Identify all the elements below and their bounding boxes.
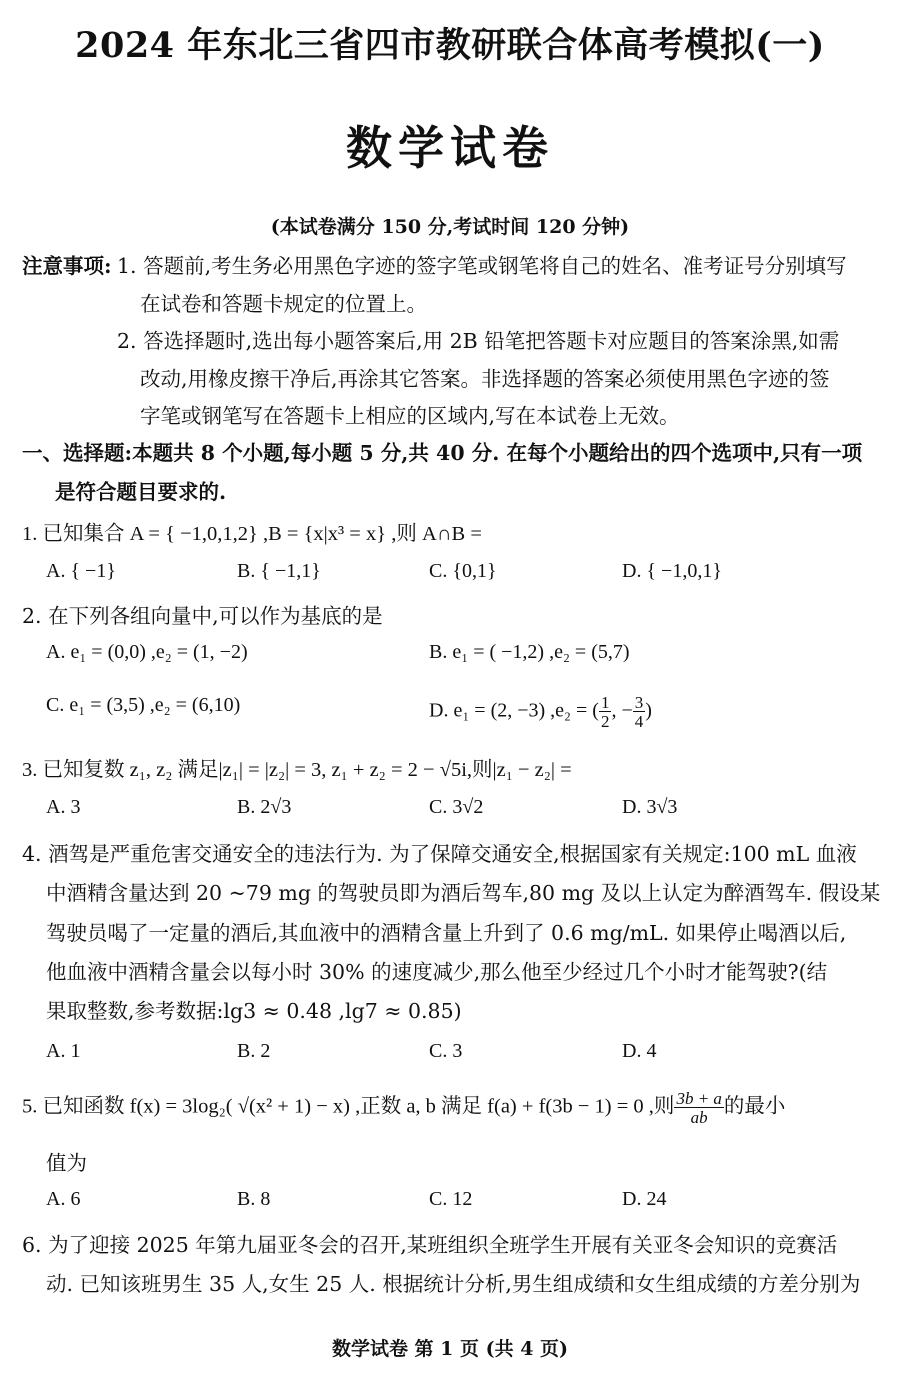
q1-option-a: A. { −1} [46, 560, 116, 582]
section-1-heading: 一、选择题:本题共 8 个小题,每小题 5 分,共 40 分. 在每个小题给出的四个选项中,只有一项 [22, 441, 863, 465]
q5-stem: 5. 已知函数 f(x) = 3log₂( √(x² + 1) − x) ,正数 a, b 满足 f(a) + f(3b − 1) = 0 ,则 $\frac{3b + a}{ab}$ 的最小 [22, 1089, 786, 1127]
q4-line-5: 果取整数,参考数据:lg3 ≈ 0.48 ,lg7 ≈ 0.85) [46, 999, 462, 1023]
q4-line-1: 4. 酒驾是严重危害交通安全的违法行为. 为了保障交通安全,根据国家有关规定:100 mL 血液 [22, 842, 857, 866]
note-1-line-1: 1. 答题前,考生务必用黑色字迹的签字笔或钢笔将自己的姓名、准考证号分别填写 [117, 254, 847, 278]
subject-title: 数学试卷 [346, 121, 554, 175]
exam-info: (本试卷满分 150 分,考试时间 120 分钟) [270, 216, 630, 238]
note-2-line-3: 字笔或钢笔写在答题卡上相应的区域内,写在本试卷上无效。 [140, 404, 680, 428]
q1-option-c: C. {0,1} [429, 560, 497, 582]
q2-option-c: C. e₁ = (3,5) ,e₂ = (6,10) [46, 694, 241, 716]
note-1-line-2: 在试卷和答题卡规定的位置上。 [140, 292, 427, 316]
q3-option-d: D. 3√3 [622, 796, 678, 818]
q4-line-2: 中酒精含量达到 20 ~79 mg 的驾驶员即为酒后驾车,80 mg 及以上认定为醉酒驾车. 假设某 [46, 881, 881, 905]
q2-option-a: A. e₁ = (0,0) ,e₂ = (1, −2) [46, 641, 248, 663]
note-2-line-1: 2. 答选择题时,选出每小题答案后,用 2B 铅笔把答题卡对应题目的答案涂黑,如需 [117, 329, 840, 353]
q1-stem: 1. 已知集合 A = { −1,0,1,2} ,B = {x|x³ = x} ,则 A∩B = [22, 523, 482, 545]
q4-option-a: A. 1 [46, 1040, 81, 1062]
q4-option-b: B. 2 [237, 1040, 271, 1062]
q1-option-d: D. { −1,0,1} [622, 560, 722, 582]
page-footer: 数学试卷 第 1 页 (共 4 页) [331, 1338, 569, 1360]
q4-line-4: 他血液中酒精含量会以每小时 30% 的速度减少,那么他至少经过几个小时才能驾驶?(结 [46, 960, 828, 984]
q4-line-3: 驾驶员喝了一定量的酒后,其血液中的酒精含量上升到了 0.6 mg/mL. 如果停止喝酒以后, [46, 921, 847, 945]
q5-option-d: D. 24 [622, 1188, 667, 1210]
q6-line-1: 6. 为了迎接 2025 年第九届亚冬会的召开,某班组织全班学生开展有关亚冬会知识的竞赛活 [22, 1233, 838, 1257]
q5-option-c: C. 12 [429, 1188, 473, 1210]
q3-stem: 3. 已知复数 z₁, z₂ 满足|z₁| = |z₂| = 3, z₁ + z₂ = 2 − √5i,则|z₁ − z₂| = [22, 759, 572, 781]
q3-option-a: A. 3 [46, 796, 81, 818]
q4-option-d: D. 4 [622, 1040, 657, 1062]
notes-label: 注意事项: [22, 254, 112, 278]
q2-option-b: B. e₁ = ( −1,2) ,e₂ = (5,7) [429, 641, 630, 663]
q1-option-b: B. { −1,1} [237, 560, 321, 582]
q2-d-frac-2: $\frac{3}{4}$ [634, 693, 644, 731]
q5-option-a: A. 6 [46, 1188, 81, 1210]
q2-option-d: D. e₁ = (2, −3) ,e₂ = ( $\frac{1}{2}$ , − $\frac{3}{4}$ ) [429, 693, 652, 731]
q5-option-b: B. 8 [237, 1188, 271, 1210]
note-2-line-2: 改动,用橡皮擦干净后,再涂其它答案。非选择题的答案必须使用黑色字迹的签 [140, 367, 830, 391]
q2-d-frac-1: $\frac{1}{2}$ [600, 693, 610, 731]
exam-title: 2024 年东北三省四市教研联合体高考模拟(一) [75, 25, 825, 66]
q2-stem: 2. 在下列各组向量中,可以作为基底的是 [22, 604, 383, 628]
q5-line-2: 值为 [46, 1151, 87, 1175]
section-1-heading-cont: 是符合题目要求的. [55, 480, 227, 504]
q3-option-c: C. 3√2 [429, 796, 484, 818]
q3-option-b: B. 2√3 [237, 796, 292, 818]
q5-fraction: $\frac{3b + a}{ab}$ [676, 1089, 722, 1127]
q4-option-c: C. 3 [429, 1040, 463, 1062]
q6-line-2: 动. 已知该班男生 35 人,女生 25 人. 根据统计分析,男生组成绩和女生组成绩的方差分别为 [46, 1272, 861, 1296]
